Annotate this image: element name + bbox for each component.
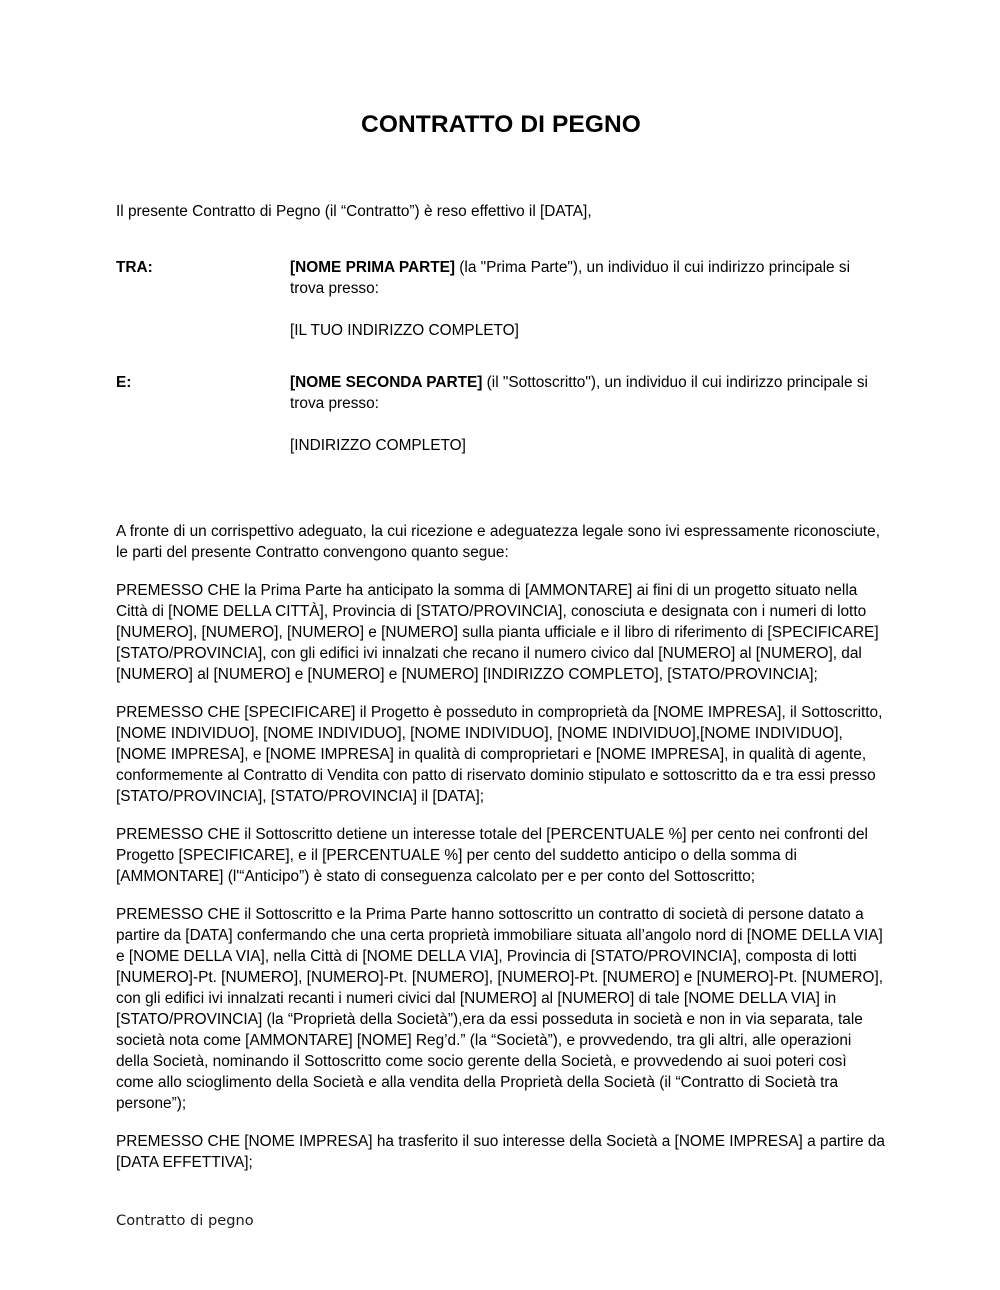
- party-first-description: (la "Prima Parte"), un individuo il cui indirizzo principale si trova presso:: [290, 259, 851, 298]
- party-second-description: (il "Sottoscritto"), un individuo il cui indirizzo principale si trova presso:: [290, 374, 868, 413]
- recitals-section: [116, 457, 886, 1173]
- paragraph-recital-3: PREMESSO CHE il Sottoscritto detiene un interesse totale del [PERCENTUALE %] per cento nei confronti del Progetto [SPECIFICARE], e il [PERCENTUALE %] per cento del suddetto anticipo o della somma di [AMMONTARE] (l'“Anticipo”) è stato di conseguenza calcolato per e per conto del Sottoscritto;: [116, 826, 868, 886]
- party-label-e: E:: [116, 374, 132, 392]
- party-second-name: [NOME SECONDA PARTE]: [290, 374, 483, 392]
- paragraph-recital-4: PREMESSO CHE il Sottoscritto e la Prima Parte hanno sottoscritto un contratto di società di persone datato a partire da [DATA] confermando che una certa proprietà immobiliare situata all’angolo nord di [NOME DELLA VIA] e [NOME DELLA VIA], nella Città di [NOME DELLA VIA], Provincia di [STATO/PROVINCIA], composta di lotti [NUMERO]-Pt. [NUMERO], [NUMERO]-Pt. [NUMERO], [NUMERO]-Pt. [NUMERO] e [NUMERO]-Pt. [NUMERO], con gli edifici ivi innalzati recanti i numeri civici dal [NUMERO] al [NUMERO] di tale [NOME DELLA VIA] in [STATO/PROVINCIA] (la “Proprietà della Società”),era da essi posseduta in società e non in via separata, tale società nota come [AMMONTARE] [NOME] Reg’d.” (la “Società”), e provvedendo, tra gli altri, alle operazioni della Società, nominando il Sottoscritto come socio gerente della Società, e provvedendo ai suoi poteri così come allo scioglimento della Società e alla vendita della Proprietà della Società (il “Contratto di Società tra persone”);: [116, 906, 883, 1113]
- party-block-first: [116, 258, 886, 342]
- paragraph-recital-1: PREMESSO CHE la Prima Parte ha anticipato la somma di [AMMONTARE] ai fini di un progetto situato nella Città di [NOME DELLA CITTÀ], Provincia di [STATO/PROVINCIA], conosciuta e designata con i numeri di lotto [NUMERO], [NUMERO], [NUMERO] e [NUMERO] sulla pianta ufficiale e il libro di riferimento di [SPECIFICARE] [STATO/PROVINCIA], con gli edifici ivi innalzati che recano il numero civico dal [NUMERO] al [NUMERO], dal [NUMERO] al [NUMERO] e [NUMERO] e [NUMERO] [INDIRIZZO COMPLETO], [STATO/PROVINCIA];: [116, 581, 879, 684]
- document-content: [116, 0, 886, 1173]
- party-body-first: [290, 258, 886, 342]
- party-first-line: [290, 258, 886, 300]
- paragraph-recital-2: PREMESSO CHE [SPECIFICARE] il Progetto è posseduto in comproprietà da [NOME IMPRESA], il Sottoscritto, [NOME INDIVIDUO], [NOME INDIVIDUO], [NOME INDIVIDUO], [NOME INDIVIDUO],[NOME INDIVIDUO], [NOME IMPRESA], e [NOME IMPRESA] in qualità di comproprietari e [NOME IMPRESA], in qualità di agente, conformemente al Contratto di Vendita con patto di riservato dominio stipulato e sottoscritto da e tra essi presso [STATO/PROVINCIA], [STATO/PROVINCIA] il [DATA];: [116, 704, 883, 806]
- page-footer: Contratto di pegno: [116, 1212, 254, 1229]
- parties-section: [116, 223, 886, 457]
- intro-paragraph: Il presente Contratto di Pegno (il “Contratto”) è reso effettivo il [DATA],: [116, 203, 592, 221]
- party-second-line: [290, 373, 886, 415]
- party-block-second: [116, 342, 886, 457]
- party-first-address: [IL TUO INDIRIZZO COMPLETO]: [290, 322, 519, 340]
- party-label-tra: TRA:: [116, 259, 153, 277]
- party-second-address: [INDIRIZZO COMPLETO]: [290, 437, 466, 455]
- paragraph-consideration: A fronte di un corrispettivo adeguato, la cui ricezione e adeguatezza legale sono ivi espressamente riconosciute, le parti del presente Contratto convengono quanto segue:: [116, 522, 881, 561]
- party-body-second: [290, 373, 886, 457]
- paragraph-recital-5: PREMESSO CHE [NOME IMPRESA] ha trasferito il suo interesse della Società a [NOME IMPRESA] a partire da [DATA EFFETTIVA];: [116, 1133, 885, 1172]
- page-title: CONTRATTO DI PEGNO: [361, 111, 641, 138]
- party-first-name: [NOME PRIMA PARTE]: [290, 259, 456, 277]
